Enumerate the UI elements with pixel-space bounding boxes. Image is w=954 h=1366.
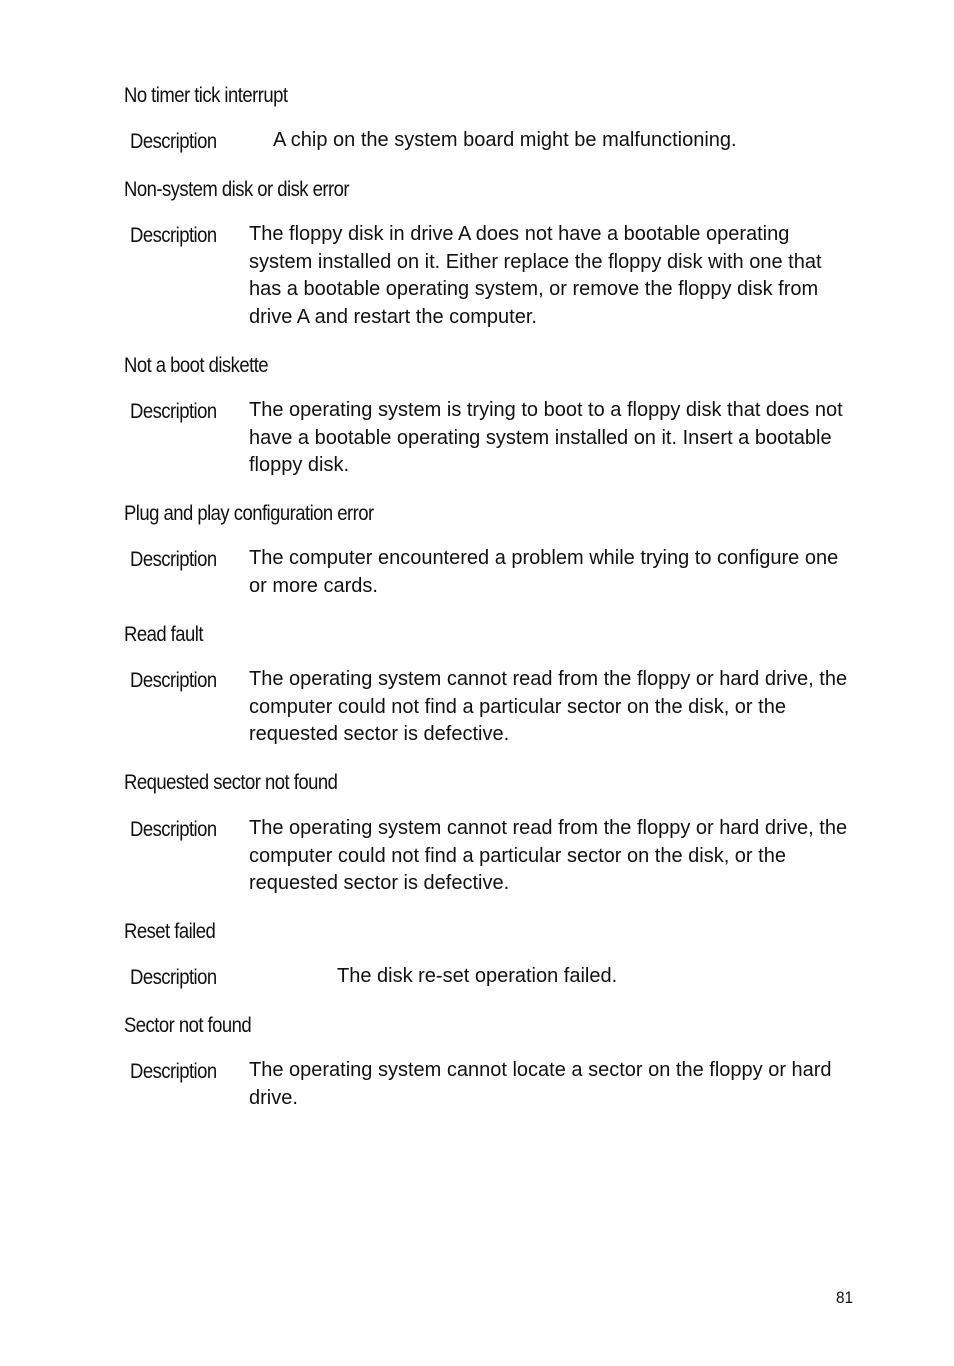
description-text: The disk re-set operation failed. <box>337 965 618 987</box>
description-text: The computer encountered a problem while trying to configure one or more cards. <box>249 547 839 597</box>
description-label: Description <box>130 669 217 692</box>
entry-title: Requested sector not found <box>124 771 338 794</box>
description-text: A chip on the system board might be malfunctioning. <box>273 129 737 151</box>
page-number: 81 <box>836 1288 854 1307</box>
entry-title: Non-system disk or disk error <box>124 178 349 201</box>
entry-title: Reset failed <box>124 920 216 943</box>
description-label: Description <box>130 818 217 841</box>
description-text: The operating system cannot read from the floppy or hard drive, the computer could not find a particular sector on the disk, or the requested sector is defective. <box>249 817 848 894</box>
description-label: Description <box>130 400 217 423</box>
description-label: Description <box>130 548 217 571</box>
description-text: The operating system is trying to boot to a floppy disk that does not have a bootable operating system installed on it. Insert a bootable floppy disk. <box>249 399 843 476</box>
description-text: The floppy disk in drive A does not have a bootable operating system installed on it. Either replace the floppy disk with one that has a bootable operating system, or remove the floppy disk from drive A and restart the computer. <box>249 223 822 328</box>
description-label: Description <box>130 224 217 247</box>
description-text: The operating system cannot locate a sector on the floppy or hard drive. <box>249 1059 832 1109</box>
entry-title: Plug and play configuration error <box>124 502 374 525</box>
description-label: Description <box>130 1060 217 1083</box>
entry-title: No timer tick interrupt <box>124 84 288 107</box>
entry-title: Sector not found <box>124 1014 252 1037</box>
description-text: The operating system cannot read from the floppy or hard drive, the computer could not find a particular sector on the disk, or the requested sector is defective. <box>249 668 848 745</box>
description-label: Description <box>130 966 217 989</box>
entry-title: Read fault <box>124 623 203 646</box>
description-label: Description <box>130 130 217 153</box>
entry-title: Not a boot diskette <box>124 354 269 377</box>
